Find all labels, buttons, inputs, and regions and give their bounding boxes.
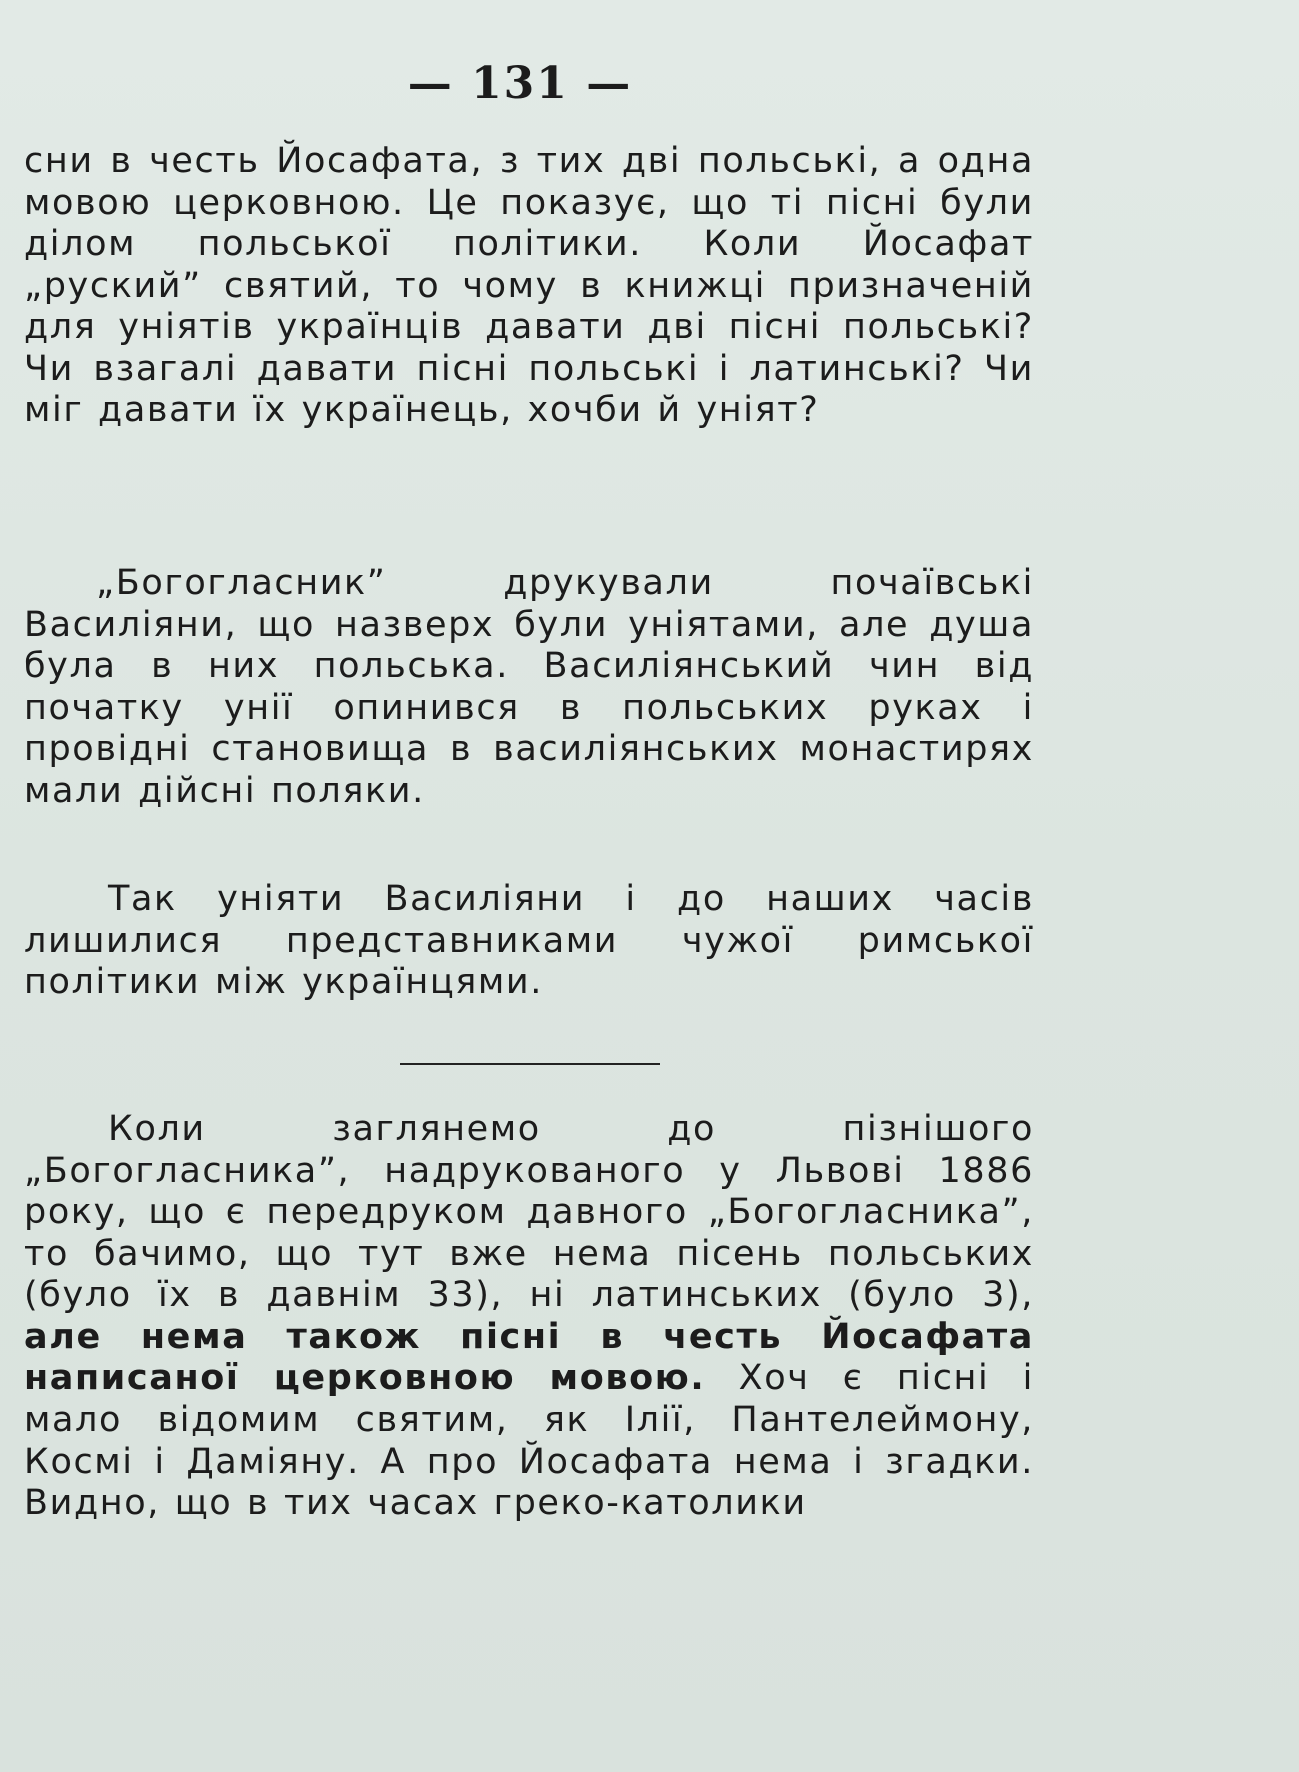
paragraph-4-text-end: Хоч є пісні і мало відомим святим, як Ілії, Пантелеймону, Космі і Даміяну. А про Йосафата нема і згадки. Видно, що в тих часах греко-католики	[24, 1358, 1034, 1524]
section-divider	[400, 1063, 660, 1065]
paragraph-4-bold-text: але нема також пісні в честь Йосафата написаної церковною мовою.	[24, 1316, 1034, 1399]
paragraph-2	[24, 563, 1034, 812]
paragraph-1-text: сни в честь Йосафата, з тих дві польські, а одна мовою церковною. Це показує, що ті пісні були ділом польської політики. Коли Йосафат „руский” святий, то чому в книжці призначеній для уніятів українців давати дві пісні польські? Чи взагалі давати пісні польські і латинські? Чи міг давати їх українець, хочби й уніят?	[24, 141, 1034, 431]
paragraph-1	[24, 141, 1034, 432]
paragraph-4	[24, 1109, 1034, 1525]
paragraph-3	[24, 879, 1034, 1004]
paragraph-3-text: Так уніяти Василіяни і до наших часів лишилися представниками чужої римської політики між українцями.	[24, 879, 1034, 1003]
paragraph-4-text-start: Коли заглянемо до пізнішого „Богогласника”, надрукованого у Львові 1886 року, що є передруком давного „Богогласника”, то бачимо, що тут вже нема пісень польських (було їх в давнім 33), ні латинських (було 3),	[24, 1109, 1034, 1316]
paragraph-2-text: „Богогласник” друкували почаївські Василіяни, що назверх були уніятами, але душа була в них польська. Василіянський чин від початку унії опинився в польських руках і провідні становища в василіянських монастирях мали дійсні поляки.	[24, 563, 1034, 811]
paragraph-4-text	[24, 1109, 1034, 1525]
page-number: — 131 —	[407, 58, 633, 109]
